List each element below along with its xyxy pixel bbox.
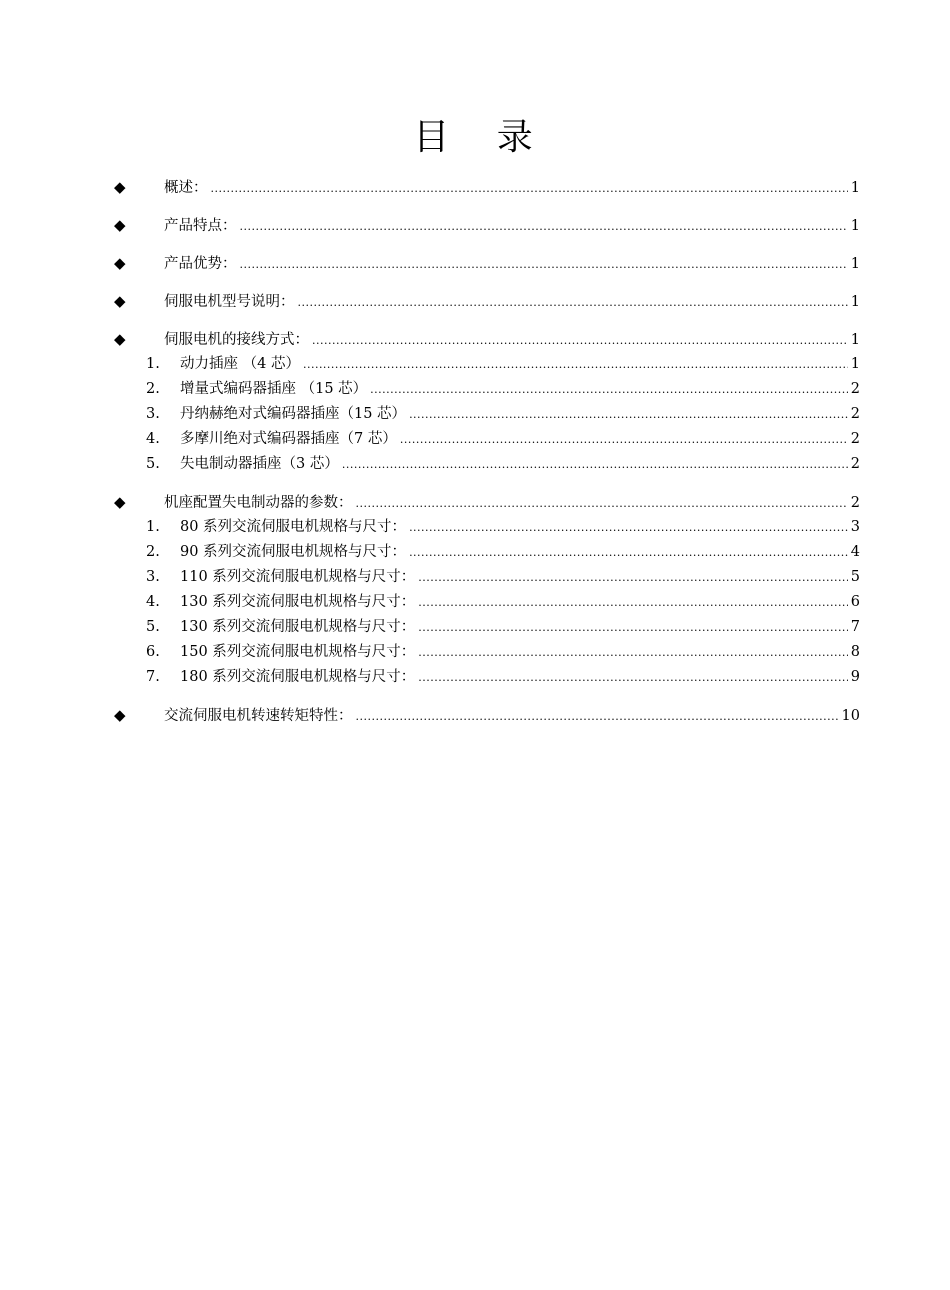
- toc-label: 130 系列交流伺服电机规格与尺寸：: [180, 594, 416, 610]
- diamond-bullet-icon: ◆: [114, 706, 126, 724]
- toc-sub-number: 6.: [146, 644, 160, 660]
- toc-page-number: 2: [850, 495, 860, 511]
- toc-sub-number: 3.: [146, 569, 160, 585]
- toc-page-number: 1: [850, 356, 860, 372]
- toc-page-number: 3: [850, 519, 860, 535]
- toc-sub-number: 2.: [146, 544, 160, 560]
- toc-subentry[interactable]: [110, 665, 860, 690]
- dot-leader: [240, 214, 848, 240]
- diamond-bullet-icon: ◆: [114, 178, 126, 196]
- toc-sub-number: 5.: [146, 619, 160, 635]
- toc-page-number: 1: [850, 180, 860, 196]
- toc-page-number: 1: [850, 256, 860, 272]
- dot-leader: [303, 352, 848, 377]
- toc-sub-number: 1.: [146, 519, 160, 535]
- dot-leader: [312, 328, 848, 354]
- toc-page-number: 10: [841, 708, 860, 724]
- dot-leader: [370, 377, 848, 402]
- toc-page-number: 2: [850, 431, 860, 447]
- toc-label: 伺服电机型号说明：: [164, 294, 295, 310]
- toc-entry-features[interactable]: [110, 212, 860, 250]
- toc-entry-speed-torque[interactable]: [110, 702, 860, 740]
- dot-leader: [409, 540, 848, 565]
- toc-label: 130 系列交流伺服电机规格与尺寸：: [180, 619, 416, 635]
- page-title: 目 录: [413, 117, 551, 158]
- diamond-bullet-icon: ◆: [114, 292, 126, 310]
- dot-leader: [356, 491, 848, 517]
- toc-subentry[interactable]: [110, 452, 860, 477]
- toc-label: 150 系列交流伺服电机规格与尺寸：: [180, 644, 416, 660]
- toc-page-number: 1: [850, 332, 860, 348]
- dot-leader: [409, 402, 848, 427]
- dot-leader: [418, 565, 847, 590]
- toc-label: 80 系列交流伺服电机规格与尺寸：: [180, 519, 407, 535]
- dot-leader: [342, 452, 848, 477]
- toc-entry-overview[interactable]: [110, 174, 860, 212]
- toc-entry-model-description[interactable]: [110, 288, 860, 326]
- toc-page-number: 5: [850, 569, 860, 585]
- toc-label: 丹纳赫绝对式编码器插座（15 芯）: [180, 406, 407, 422]
- toc-page-number: 2: [850, 381, 860, 397]
- toc-page-number: 1: [850, 294, 860, 310]
- toc-label: 产品特点：: [164, 218, 237, 234]
- toc-subentry[interactable]: [110, 515, 860, 540]
- toc-page-number: 7: [850, 619, 860, 635]
- dot-leader: [298, 290, 848, 316]
- toc-label: 90 系列交流伺服电机规格与尺寸：: [180, 544, 407, 560]
- dot-leader: [211, 176, 848, 202]
- dot-leader: [418, 615, 847, 640]
- toc-page-number: 6: [850, 594, 860, 610]
- toc-subentry[interactable]: [110, 640, 860, 665]
- toc-subentry[interactable]: [110, 540, 860, 565]
- toc-sub-number: 7.: [146, 669, 160, 685]
- toc-label: 110 系列交流伺服电机规格与尺寸：: [180, 569, 416, 585]
- dot-leader: [409, 515, 848, 540]
- toc-label: 概述：: [164, 180, 208, 196]
- toc-entry-brake-parameters[interactable]: [110, 489, 860, 515]
- toc-subentry[interactable]: [110, 565, 860, 590]
- toc-subentry[interactable]: [110, 590, 860, 615]
- group-spacer: [110, 690, 860, 702]
- toc-label: 动力插座 （4 芯）: [180, 356, 300, 372]
- diamond-bullet-icon: ◆: [114, 493, 126, 511]
- group-spacer: [110, 477, 860, 489]
- toc-label: 失电制动器插座（3 芯）: [180, 456, 339, 472]
- toc-page-number: 1: [850, 218, 860, 234]
- toc-subentry[interactable]: [110, 377, 860, 402]
- toc-entry-advantages[interactable]: [110, 250, 860, 288]
- toc-subentry[interactable]: [110, 402, 860, 427]
- toc-label: 机座配置失电制动器的参数：: [164, 495, 353, 511]
- toc-label: 交流伺服电机转速转矩特性：: [164, 708, 353, 724]
- toc-page-number: 8: [850, 644, 860, 660]
- toc-page-number: 2: [850, 406, 860, 422]
- toc-label: 伺服电机的接线方式：: [164, 332, 309, 348]
- toc-subentry[interactable]: [110, 427, 860, 452]
- toc-sub-number: 4.: [146, 431, 160, 447]
- table-of-contents: [110, 174, 860, 740]
- toc-sub-number: 4.: [146, 594, 160, 610]
- toc-sub-number: 2.: [146, 381, 160, 397]
- toc-label: 180 系列交流伺服电机规格与尺寸：: [180, 669, 416, 685]
- dot-leader: [418, 640, 847, 665]
- toc-page-number: 9: [850, 669, 860, 685]
- dot-leader: [400, 427, 848, 452]
- dot-leader: [418, 665, 847, 690]
- toc-label: 增量式编码器插座 （15 芯）: [180, 381, 368, 397]
- toc-entry-wiring[interactable]: [110, 326, 860, 352]
- toc-page-number: 4: [850, 544, 860, 560]
- toc-label: 产品优势：: [164, 256, 237, 272]
- toc-sub-number: 3.: [146, 406, 160, 422]
- dot-leader: [356, 704, 839, 730]
- toc-sub-number: 5.: [146, 456, 160, 472]
- toc-subentry[interactable]: [110, 352, 860, 377]
- toc-label: 多摩川绝对式编码器插座（7 芯）: [180, 431, 397, 447]
- diamond-bullet-icon: ◆: [114, 216, 126, 234]
- diamond-bullet-icon: ◆: [114, 330, 126, 348]
- dot-leader: [240, 252, 848, 278]
- toc-page-number: 2: [850, 456, 860, 472]
- dot-leader: [418, 590, 847, 615]
- toc-subentry[interactable]: [110, 615, 860, 640]
- toc-sub-number: 1.: [146, 356, 160, 372]
- diamond-bullet-icon: ◆: [114, 254, 126, 272]
